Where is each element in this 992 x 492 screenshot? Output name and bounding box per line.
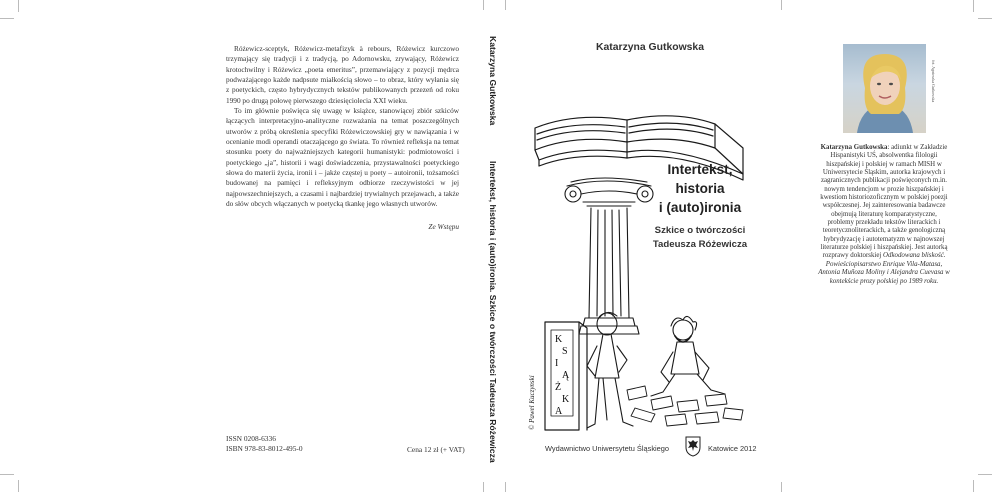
publisher-name: Wydawnictwo Uniwersytetu Śląskiego [545,444,669,453]
crop-mark [505,482,506,492]
books-on-ground-drawing [627,386,743,426]
cover-illustration [515,90,755,435]
crop-mark [781,482,782,492]
isbn-number: ISBN 978-83-8012-495-0 [226,444,303,453]
title-line: historia [675,181,725,196]
isbn-block [226,434,303,454]
front-cover-subtitle [620,224,780,251]
price-label: Cena 12 zł (+ VAT) [407,445,465,454]
back-cover-text [226,44,459,232]
crop-mark [505,0,506,10]
kiosk-letter: S [562,346,568,357]
author-portrait-drawing [843,44,926,133]
crop-mark [0,474,14,475]
crop-mark [18,480,19,492]
author-bio [818,144,950,286]
crop-mark [978,18,992,19]
crop-mark [18,0,19,12]
back-cover-paragraph: To im głównie poświęca się uwagę w książce, stanowiącej zbiór szkiców łączących interpretacyjno-analityczne rozważania na temat poszczególnych utworów z próbą określenia specyfiki Różewiczowskiej gry w nawiązania i w ocenianie modi operandi otaczającego go świata. To również refleksja na temat stosunku poety do najważniejszych kategorii humanistyki: podmiotowości i poetyckiego „ja”, historii i wagi doświadczenia, przystawalności poetyckiego słowa do materii życia, ironii i – jakże częstej u poety – autoironii, tożsamości budowanej na pamięci i refleksyjnym odbiorze rzeczywistości w jej najpowszechniejszych, a czasami i najbardziej trywialnych przejawach, a także do słów obcych włączanych w poetycką tkankę jego własnych utworów. [226,106,459,209]
crop-mark [973,0,974,12]
crop-mark [0,18,14,19]
bio-italic-title: Odkodowana bliskość. Powieściopisarstwo Enrique Vila-Matasa, Antonia Muñoza Moliny i Alejandra Cuevasa w kontekście prozy polskiej po 1989 roku. [818,252,950,285]
seated-poet-drawing [651,316,725,396]
kiosk-letter: K [562,394,570,405]
kiosk-letter: Ą [562,370,570,381]
back-cover-paragraph: Różewicz-sceptyk, Różewicz-metafizyk à rebours, Różewicz kurczowo trzymający się tradycji i z tradycją, po Adornowsku, zrywający, Różewicz krotochwilny i Różewicz „poeta emeritus”, przemawiający z pozycji mędrca podważającego każde nadpsute miałkością słowo – to obraz, który wyłania się z poetyckich, często hybrydycznych tekstów publikowanych przezeń od roku 1990 po drugą połowę pierwszego dziesięciolecia XXI wieku. [226,44,459,105]
standing-man-drawing [587,312,633,428]
city-year: Katowice 2012 [708,444,757,453]
author-photo [843,44,926,133]
subtitle-line: Szkice o twórczości [654,225,746,236]
book-spine [483,36,503,463]
title-line: Intertekst, [667,162,733,177]
bio-name: Katarzyna Gutkowska [820,144,888,151]
front-cover-title [630,160,770,217]
artist-signature: © Pawel Kuczynski [528,375,536,430]
crop-mark [483,482,484,492]
crop-mark [978,474,992,475]
kiosk-letter: A [555,406,563,417]
kiosk-letter: I [555,358,559,369]
bio-text: : adiunkt w Zakładzie Hispanistyki UŚ, absolwentka filologii hiszpańskiej i polskiej w ramach MISH w Uniwersytecie Śląskim, autorka krajowych i zagranicznych publikacji poświęconych m.in. nowym tendencjom w prozie hiszpańskiej i kwestiom historiozoficznym w polskiej poezji współczesnej. Jej zainteresowania badawcze obejmują literaturę komparatystyczne, problemy przekładu tekstów literackich i teoretycznoliterackich, a także genologiczną hybrydyzację i autotematyzm w najnowszej literaturze polskiej i hiszpańskiej. Jest autorką rozprawy doktorskiej [820,144,948,260]
kiosk-letter: Ż [555,382,562,393]
kiosk-letter: K [555,334,563,345]
front-cover-author: Katarzyna Gutkowska [596,42,704,53]
subtitle-line: Tadeusza Różewicza [652,238,748,250]
university-eagle-logo [684,435,702,457]
crop-mark [973,480,974,492]
title-line: i (auto)ironia [658,200,742,215]
back-cover-signature: Ze Wstępu [428,221,459,231]
spine-author: Katarzyna Gutkowska [488,36,498,126]
spine-title: Intertekst, historia i (auto)ironia. Szkice o twórczości Tadeusza Różewicza [488,161,498,463]
issn-number: ISSN 0208-6336 [226,434,276,443]
crop-mark [781,0,782,10]
crop-mark [483,0,484,10]
photo-credit: fot. Agnieszka Gutkowska [931,60,936,103]
